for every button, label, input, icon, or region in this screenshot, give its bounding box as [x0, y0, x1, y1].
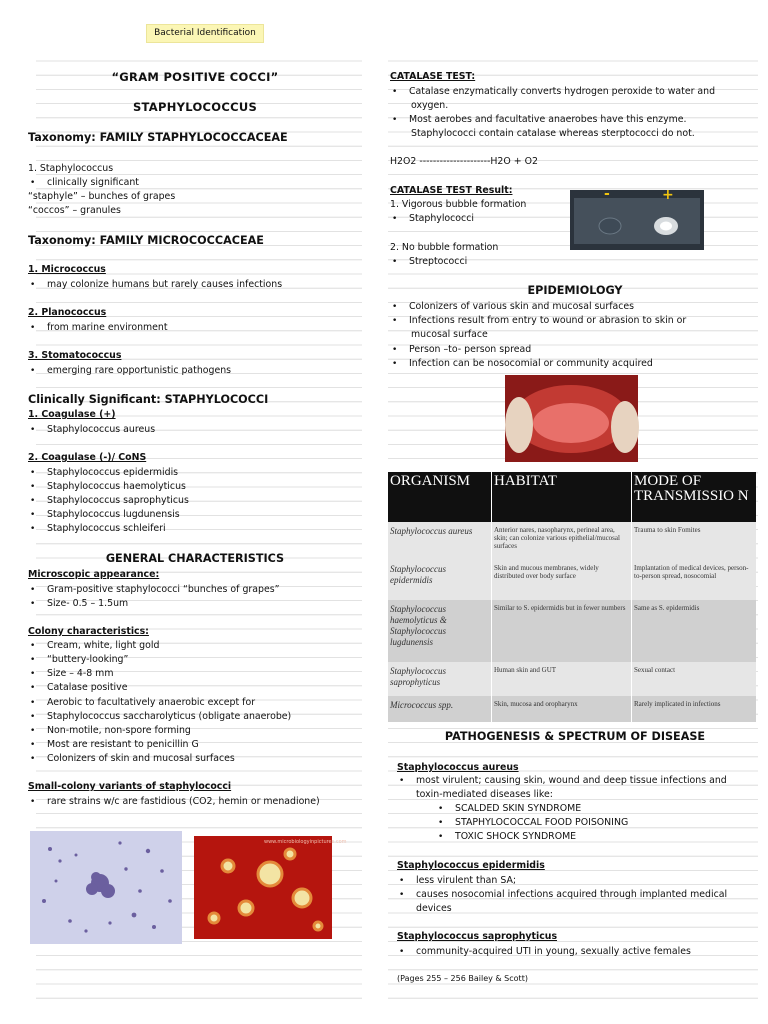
colony-item: • Staphylococcus saccharolyticus (obligate anaerobe) — [28, 711, 291, 723]
colony-item: • Aerobic to facultatively anaerobic except for — [28, 697, 255, 709]
taxonomy-staphylococcaceae: Taxonomy: FAMILY STAPHYLOCOCCACEAE — [28, 131, 288, 144]
table-row — [388, 696, 756, 722]
ss-heading: Staphylococcus saprophyticus — [397, 931, 558, 942]
table-header-organism: ORGANISM — [388, 472, 492, 522]
table-cell-organism: Staphylococcus epidermidis — [388, 560, 492, 600]
table-cell-organism: Staphylococcus aureus — [388, 522, 492, 560]
staph-item: 1. Staphylococcus — [28, 163, 114, 174]
minus-sign: - — [604, 186, 610, 202]
microscopic-appearance-heading: Microscopic appearance: — [28, 569, 160, 580]
table-cell-mode: Same as S. epidermidis — [632, 600, 756, 662]
general-characteristics-heading: GENERAL CHARACTERISTICS — [105, 552, 285, 565]
stomatococcus-item: • emerging rare opportunistic pathogens — [28, 365, 231, 377]
table-row — [388, 600, 756, 662]
colony-item: • Catalase positive — [28, 682, 127, 694]
micrococcus-item: • may colonize humans but rarely causes infections — [28, 279, 282, 291]
se-item: • causes nosocomial infections acquired through implanted medical — [397, 889, 727, 901]
sa-heading: Staphylococcus aureus — [397, 762, 519, 773]
microscopic-item: • Size- 0.5 – 1.5um — [28, 598, 128, 610]
epidemiology-item: • Person –to- person spread — [390, 344, 531, 356]
colony-plate-photo — [194, 836, 347, 939]
table-cell-habitat: Anterior nares, nasopharynx, perineal area, skin; can colonize various epithelial/mucosal surfaces — [492, 522, 632, 560]
result-2-item: • Streptococci — [390, 256, 467, 268]
small-colony-variants-item: • rare strains w/c are fastidious (CO2, hemin or menadione) — [28, 796, 320, 808]
epidemiology-item-cont: mucosal surface — [411, 329, 488, 340]
colony-item: • Size – 4-8 mm — [28, 668, 113, 680]
oral-mucosa-photo — [505, 375, 638, 462]
table-cell-mode: Sexual contact — [632, 662, 756, 696]
coagulase-negative-heading: 2. Coagulase (-)/ CoNS — [28, 452, 147, 463]
planococcus-item: • from marine environment — [28, 322, 168, 334]
table-header-habitat: HABITAT — [492, 472, 632, 522]
table-cell-habitat: Similar to S. epidermidis but in fewer numbers — [492, 600, 632, 662]
ss-item: • community-acquired UTI in young, sexually active females — [397, 946, 691, 958]
epidemiology-item: • Infection can be nosocomial or community acquired — [390, 358, 653, 370]
colony-item: • Non-motile, non-spore forming — [28, 725, 191, 737]
cons-item: • Staphylococcus schleiferi — [28, 523, 166, 535]
staph-item: “staphyle” – bunches of grapes — [28, 191, 176, 202]
colony-characteristics-heading: Colony characteristics: — [28, 626, 149, 637]
sa-disease: • TOXIC SHOCK SYNDROME — [397, 831, 576, 843]
table-cell-mode: Rarely implicated in infections — [632, 696, 756, 722]
document-tag: Bacterial Identification — [146, 24, 264, 43]
catalase-item-cont: Staphylococci contain catalase whereas sterptococci do not. — [411, 128, 695, 139]
table-cell-organism: Staphylococcus saprophyticus — [388, 662, 492, 696]
cons-item: • Staphylococcus haemolyticus — [28, 481, 186, 493]
table-cell-habitat: Human skin and GUT — [492, 662, 632, 696]
table-row — [388, 662, 756, 696]
colony-item: • Most are resistant to penicillin G — [28, 739, 199, 751]
coagulase-positive-item: • Staphylococcus aureus — [28, 424, 155, 436]
table-header-mode: MODE OF TRANSMISSIO N — [632, 472, 756, 522]
sa-item: • most virulent; causing skin, wound and deep tissue infections and — [397, 775, 727, 787]
heading-staphylococcus: STAPHYLOCOCCUS — [132, 100, 258, 114]
table-cell-habitat: Skin and mucous membranes, widely distributed over body surface — [492, 560, 632, 600]
cons-item: • Staphylococcus saprophyticus — [28, 495, 189, 507]
result-2: 2. No bubble formation — [390, 242, 499, 253]
plus-sign: + — [662, 187, 674, 203]
epidemiology-item: • Infections result from entry to wound or abrasion to skin or — [390, 315, 686, 327]
colony-item: • Cream, white, light gold — [28, 640, 159, 652]
coagulase-positive-heading: 1. Coagulase (+) — [28, 409, 116, 420]
table-cell-mode: Trauma to skin Fomites — [632, 522, 756, 560]
colony-item: • Colonizers of skin and mucosal surfaces — [28, 753, 235, 765]
sa-item-cont: toxin-mediated diseases like: — [416, 789, 553, 800]
sa-disease: • STAPHYLOCOCCAL FOOD POISONING — [397, 817, 628, 829]
organism-table — [387, 472, 756, 722]
catalase-slide-photo — [570, 186, 704, 250]
table-cell-habitat: Skin, mucosa and oropharynx — [492, 696, 632, 722]
plate-watermark: www.microbiologyinpictures.com — [264, 839, 347, 845]
microscopic-item: • Gram-positive staphylococci “bunches of grapes” — [28, 584, 279, 596]
catalase-item: • Catalase enzymatically converts hydrogen peroxide to water and — [390, 86, 715, 98]
se-heading: Staphylococcus epidermidis — [397, 860, 545, 871]
gram-stain-photo — [30, 831, 182, 944]
table-cell-mode: Implantation of medical devices, person-to-person spread, nosocomial — [632, 560, 756, 600]
heading-gram-positive-cocci: “GRAM POSITIVE COCCI” — [111, 70, 279, 84]
result-1-item: • Staphylococci — [390, 213, 474, 225]
se-item: • less virulent than SA; — [397, 875, 516, 887]
catalase-item: • Most aerobes and facultative anaerobes have this enzyme. — [390, 114, 687, 126]
taxonomy-micrococcaceae: Taxonomy: FAMILY MICROCOCCACEAE — [28, 234, 264, 247]
staph-item: • clinically significant — [28, 177, 139, 189]
table-cell-organism: Micrococcus spp. — [388, 696, 492, 722]
planococcus-heading: 2. Planococcus — [28, 307, 107, 318]
table-cell-organism: Staphylococcus haemolyticus & Staphylococcus lugdunensis — [388, 600, 492, 662]
pathogenesis-heading: PATHOGENESIS & SPECTRUM OF DISEASE — [444, 730, 706, 743]
catalase-result-heading: CATALASE TEST Result: — [390, 185, 513, 196]
staph-item: “coccos” – granules — [28, 205, 121, 216]
small-colony-variants-heading: Small-colony variants of staphylococci — [28, 781, 232, 792]
table-row — [388, 522, 756, 560]
colony-item: • “buttery-looking” — [28, 654, 128, 666]
epidemiology-item: • Colonizers of various skin and mucosal surfaces — [390, 301, 634, 313]
table-row — [388, 560, 756, 600]
epidemiology-heading: EPIDEMIOLOGY — [527, 284, 623, 297]
catalase-test-heading: CATALASE TEST: — [390, 71, 476, 82]
cons-item: • Staphylococcus lugdunensis — [28, 509, 180, 521]
cons-item: • Staphylococcus epidermidis — [28, 467, 178, 479]
sa-disease: • SCALDED SKIN SYNDROME — [397, 803, 581, 815]
page-reference: (Pages 255 – 256 Bailey & Scott) — [397, 974, 528, 983]
stomatococcus-heading: 3. Stomatococcus — [28, 350, 122, 361]
micrococcus-heading: 1. Micrococcus — [28, 264, 106, 275]
catalase-item-cont: oxygen. — [411, 100, 449, 111]
result-1: 1. Vigorous bubble formation — [390, 199, 527, 210]
catalase-equation: H2O2 ---------------------H2O + O2 — [390, 156, 538, 167]
clinically-significant-heading: Clinically Significant: STAPHYLOCOCCI — [28, 393, 269, 406]
se-item-cont: devices — [416, 903, 452, 914]
